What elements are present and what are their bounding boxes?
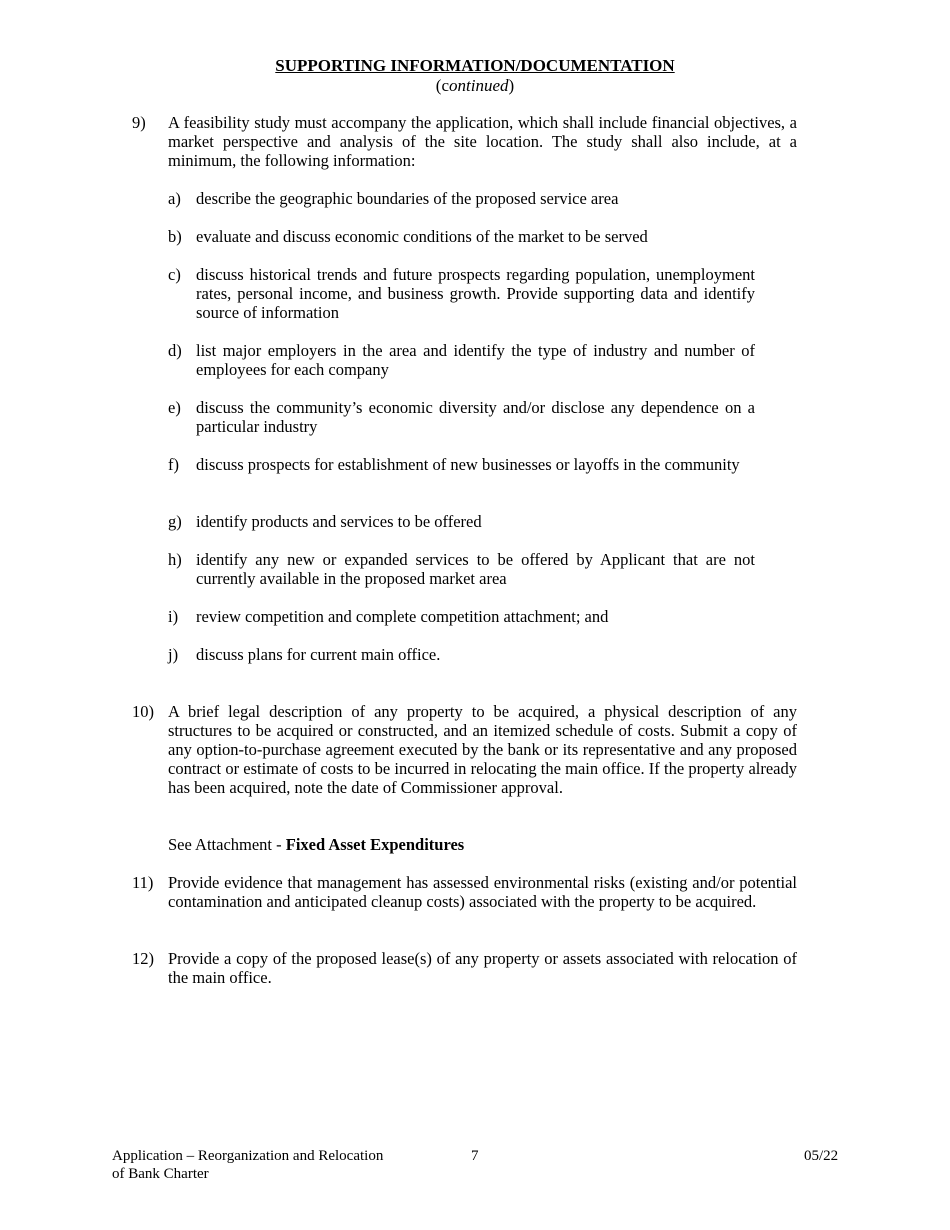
sub-item-text: discuss plans for current main office. bbox=[196, 645, 441, 664]
footer-form-title-line1: Application – Reorganization and Relocation bbox=[112, 1148, 384, 1164]
sub-item-j bbox=[168, 645, 755, 664]
sub-item-text: identify any new or expanded services to be offered by Applicant that are not currently available in the proposed market area bbox=[196, 550, 755, 588]
page-number: 7 bbox=[471, 1148, 479, 1164]
sub-item-letter: d) bbox=[168, 341, 182, 360]
sub-item-letter: g) bbox=[168, 512, 182, 531]
sub-item-d bbox=[168, 341, 755, 379]
page-subtitle bbox=[0, 76, 950, 95]
numbered-item-9 bbox=[132, 113, 797, 170]
subtitle-close: ) bbox=[508, 76, 515, 95]
sub-item-letter: j) bbox=[168, 645, 179, 664]
sub-item-a bbox=[168, 189, 755, 208]
numbered-item-12 bbox=[132, 949, 797, 987]
see-attachment-prefix: See Attachment - bbox=[168, 835, 286, 854]
footer-form-title-line2: of Bank Charter bbox=[112, 1166, 209, 1182]
item-number: 11) bbox=[132, 873, 154, 892]
item-number: 9) bbox=[132, 113, 146, 132]
item-number: 12) bbox=[132, 949, 154, 968]
sub-item-letter: b) bbox=[168, 227, 182, 246]
numbered-item-10 bbox=[132, 702, 797, 797]
sub-item-letter: a) bbox=[168, 189, 181, 208]
numbered-item-11 bbox=[132, 873, 797, 911]
item-text: A feasibility study must accompany the application, which shall include financial objectives, a market perspective and analysis of the site location. The study shall also include, at a minimum, the following information: bbox=[168, 113, 797, 170]
sub-item-b bbox=[168, 227, 755, 246]
sub-item-c bbox=[168, 265, 755, 322]
sub-item-i bbox=[168, 607, 755, 626]
sub-item-letter: c) bbox=[168, 265, 181, 284]
subtitle-open: (c bbox=[435, 76, 450, 95]
see-attachment-note bbox=[168, 835, 464, 854]
sub-item-text: identify products and services to be offered bbox=[196, 512, 482, 531]
revision-date: 05/22 bbox=[804, 1148, 839, 1164]
item-number: 10) bbox=[132, 702, 154, 721]
sub-item-f bbox=[168, 455, 755, 474]
item-text: Provide evidence that management has assessed environmental risks (existing and/or potential contamination and anticipated cleanup costs) associated with the property to be acquired. bbox=[168, 873, 797, 911]
sub-item-text: review competition and complete competition attachment; and bbox=[196, 607, 609, 626]
sub-item-g bbox=[168, 512, 755, 531]
sub-item-text: discuss historical trends and future prospects regarding population, unemployment rates, personal income, and business growth. Provide supporting data and identify source of information bbox=[196, 265, 755, 322]
see-attachment-name: Fixed Asset Expenditures bbox=[285, 835, 465, 854]
sub-item-text: evaluate and discuss economic conditions of the market to be served bbox=[196, 227, 648, 246]
sub-item-text: list major employers in the area and identify the type of industry and number of employees for each company bbox=[196, 341, 755, 379]
sub-item-e bbox=[168, 398, 755, 436]
sub-item-letter: e) bbox=[168, 398, 181, 417]
sub-item-h bbox=[168, 550, 755, 588]
page-title: SUPPORTING INFORMATION/DOCUMENTATION bbox=[275, 56, 675, 75]
sub-item-text: discuss the community’s economic diversity and/or disclose any dependence on a particular industry bbox=[196, 398, 755, 436]
sub-item-letter: h) bbox=[168, 550, 182, 569]
item-text: Provide a copy of the proposed lease(s) of any property or assets associated with relocation of the main office. bbox=[168, 949, 797, 987]
sub-item-text: discuss prospects for establishment of new businesses or layoffs in the community bbox=[196, 455, 740, 474]
subtitle-italic: ontinued bbox=[449, 76, 509, 95]
item-text: A brief legal description of any property to be acquired, a physical description of any structures to be acquired or constructed, and an itemized schedule of costs. Submit a copy of any option-to-purchase agreement executed by the bank or its representative and any proposed contract or estimate of costs to be incurred in relocating the main office. If the property already has been acquired, note the date of Commissioner approval. bbox=[168, 702, 797, 797]
sub-item-letter: f) bbox=[168, 455, 179, 474]
footer-form-title bbox=[112, 1147, 412, 1183]
sub-item-letter: i) bbox=[168, 607, 179, 626]
sub-item-text: describe the geographic boundaries of the proposed service area bbox=[196, 189, 619, 208]
